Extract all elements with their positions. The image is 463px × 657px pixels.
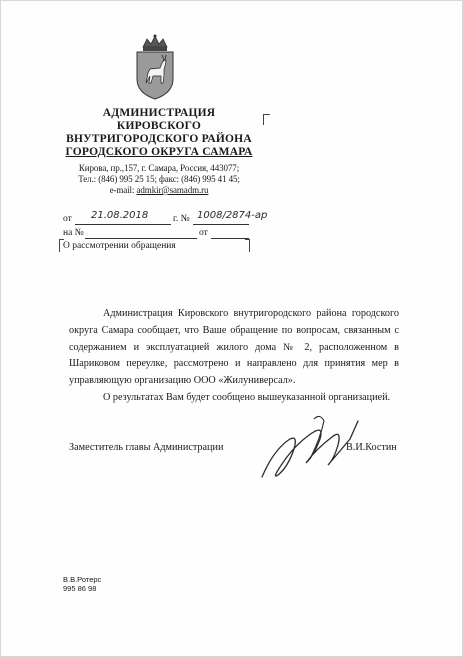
executor-phone: 995 86 98	[63, 584, 97, 593]
reg-number-line	[193, 224, 249, 225]
reg-on-label: на №	[63, 228, 84, 238]
samara-coat-of-arms-icon	[129, 33, 181, 101]
corner-mark	[263, 114, 270, 125]
email-address: admkir@samadm.ru	[136, 185, 209, 195]
organization-name	[63, 107, 255, 159]
address-street: Кирова, пр.,157, г. Самара, Россия, 443077;	[78, 163, 240, 173]
reg-second-from-label: от	[199, 228, 208, 238]
reg-number-label: г. №	[173, 214, 190, 224]
reg-second-date-line	[211, 238, 249, 239]
subject-line: О рассмотрении обращения	[63, 241, 176, 251]
org-line-3: ВНУТРИГОРОДСКОГО РАЙОНА	[66, 133, 252, 145]
organization-address	[63, 163, 255, 196]
body-paragraph-2: О результатах Вам будет сообщено вышеуказанной организацией.	[103, 391, 391, 403]
reg-date: 21.08.2018	[91, 210, 149, 221]
reg-number: 1008/2874-ар	[197, 210, 268, 221]
body-paragraph-1: Администрация Кировского внутригородского района городского округа Самара сообщает, что Ваше обращение по вопросам, связанным с содержанием и эксплуатацией жилого дома № 2, расположенном в Шариковом переулке, рассмотрено и направлено для принятия мер в управляющую организацию ООО «Жилуниверсал».	[69, 308, 399, 387]
letter-body	[69, 306, 399, 407]
executor-name: В.В.Ротерс	[63, 575, 102, 584]
org-line-2: КИРОВСКОГО	[116, 120, 202, 132]
org-line-4: ГОРОДСКОГО ОКРУГА САМАРА	[65, 146, 253, 158]
reg-date-line	[75, 224, 171, 225]
org-line-1: АДМИНИСТРАЦИЯ	[102, 107, 216, 119]
executor-info	[63, 575, 101, 593]
address-email-line	[63, 185, 255, 196]
signatory-title: Заместитель главы Администрации	[69, 442, 224, 453]
reg-from-label: от	[63, 214, 72, 224]
address-phones: Тел.: (846) 995 25 15; факс: (846) 995 41 45;	[78, 174, 240, 184]
reg-on-line	[85, 238, 197, 239]
email-label: e-mail:	[109, 185, 137, 195]
signatory-name: В.И.Костин	[346, 442, 397, 453]
subject-bracket-right	[245, 239, 250, 252]
